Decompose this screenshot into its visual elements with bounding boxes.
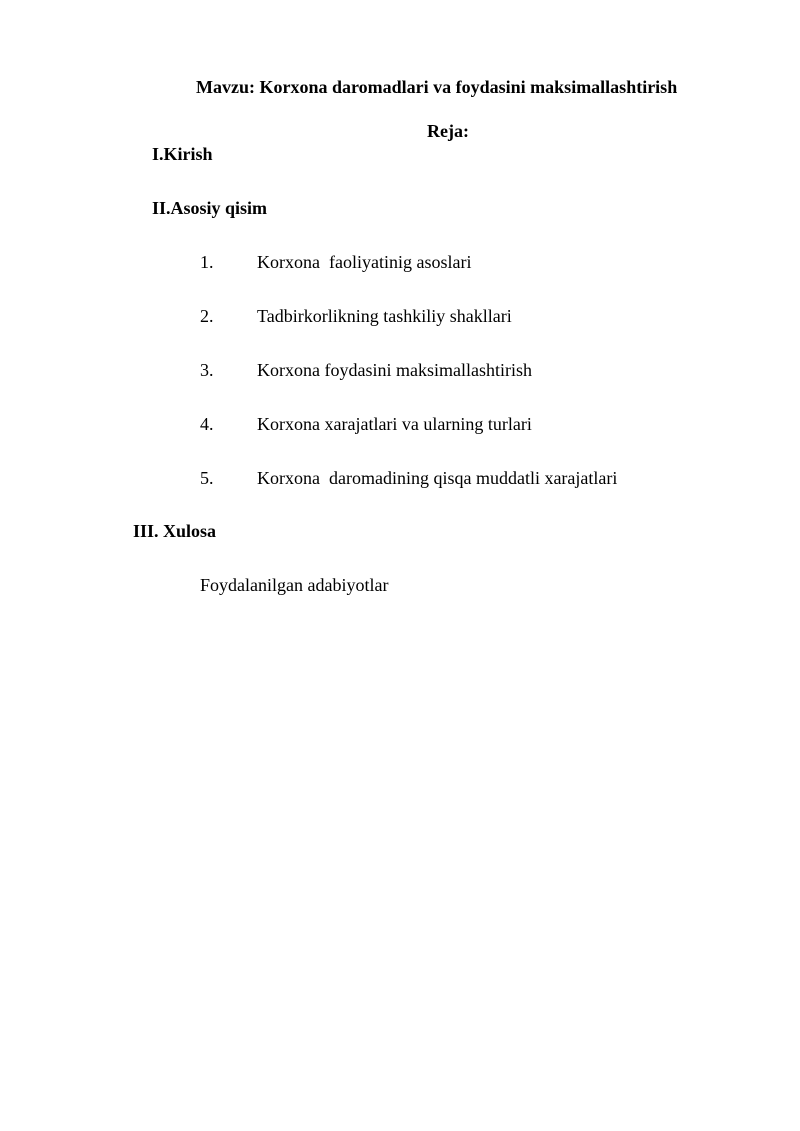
plan-item (200, 467, 617, 489)
plan-item (200, 251, 471, 273)
plan-item-text: Korxona foydasini maksimallashtirish (257, 360, 532, 380)
plan-item-text: Korxona faoliyatinig asoslari (257, 252, 472, 272)
plan-item-number: 3. (200, 360, 214, 380)
plan-item-number: 5. (200, 468, 214, 488)
plan-item-text: Tadbirkorlikning tashkiliy shakllari (257, 306, 512, 326)
plan-item-number: 1. (200, 252, 214, 272)
plan-item (200, 413, 532, 435)
plan-item-text: Korxona xarajatlari va ularning turlari (257, 414, 532, 434)
plan-item-text: Korxona daromadining qisqa muddatli xarajatlari (257, 468, 618, 488)
plan-item-number: 2. (200, 306, 214, 326)
plan-item-number: 4. (200, 414, 214, 434)
document-title: Mavzu: Korxona daromadlari va foydasini maksimallashtirish (196, 77, 678, 97)
section-main-part: II.Asosiy qisim (152, 198, 268, 218)
section-introduction: I.Kirish (152, 144, 213, 164)
plan-item (200, 305, 512, 327)
section-conclusion: III. Xulosa (133, 521, 217, 541)
plan-item (200, 359, 532, 381)
references-item: Foydalanilgan adabiyotlar (200, 575, 389, 595)
plan-heading: Reja: (427, 121, 469, 141)
